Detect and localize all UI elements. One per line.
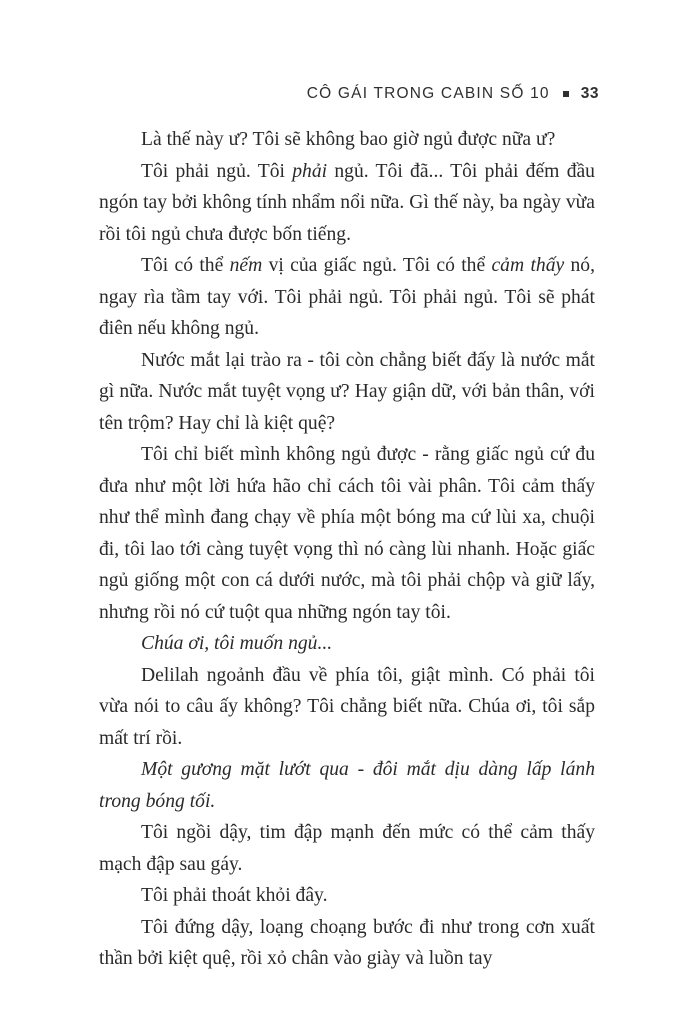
text-run: vị của giấc ngủ. Tôi có thể xyxy=(262,255,492,276)
text-run: Tôi ngồi dậy, tim đập mạnh đến mức có thể cảm thấy mạch đập sau gáy. xyxy=(99,822,595,875)
paragraph xyxy=(99,156,595,251)
text-run: Tôi phải ngủ. Tôi xyxy=(141,160,293,182)
paragraph xyxy=(99,817,595,880)
italic-run: nếm xyxy=(229,255,263,276)
running-header xyxy=(307,83,599,105)
paragraph xyxy=(99,124,595,156)
paragraph xyxy=(99,912,595,975)
text-run: Tôi chỉ biết mình không ngủ được - rằng giấc ngủ cứ đu đưa như một lời hứa hão chỉ cách tôi vài phân. Tôi cảm thấy như thể mình đang chạy về phía một bóng ma cứ lùi xa, chuội đi, tôi lao tới càng tuyệt vọng thì nó càng lùi nhanh. Hoặc giấc ngủ giống một con cá dưới nước, mà tôi phải chộp và giữ lấy, nhưng rồi nó cứ tuột qua những ngón tay tôi. xyxy=(99,444,595,623)
text-run: ngủ. Tôi đã... Tôi phải đếm đầu ngón tay bởi không tính nhẩm nổi nữa. Gì thế này, ba ngày vừa rồi tôi ngủ chưa được bốn tiếng. xyxy=(99,160,595,245)
text-run: Tôi phải thoát khỏi đây. xyxy=(141,885,328,906)
paragraph xyxy=(99,754,595,817)
book-title: CÔ GÁI TRONG CABIN SỐ 10 xyxy=(306,85,550,102)
italic-run: Một gương mặt lướt qua - đôi mắt dịu dàng lấp lánh trong bóng tối. xyxy=(99,759,595,812)
paragraph xyxy=(99,880,595,912)
italic-run: phải xyxy=(292,160,328,182)
italic-run: cảm thấy xyxy=(491,255,565,276)
text-run: Là thế này ư? Tôi sẽ không bao giờ ngủ được nữa ư? xyxy=(141,129,556,150)
italic-run: Chúa ơi, tôi muốn ngủ... xyxy=(141,633,333,654)
page-number: 33 xyxy=(580,85,599,102)
text-run: Tôi đứng dậy, loạng choạng bước đi như trong cơn xuất thần bởi kiệt quệ, rồi xỏ chân vào giày và luồn tay xyxy=(99,916,595,969)
text-run: Delilah ngoảnh đầu về phía tôi, giật mình. Có phải tôi vừa nói to câu ấy không? Tôi chẳng biết nữa. Chúa ơi, tôi sắp mất trí rồi. xyxy=(99,664,595,749)
paragraph xyxy=(99,660,595,755)
text-run: Tôi có thể xyxy=(141,255,230,276)
paragraph xyxy=(99,345,595,440)
body-text xyxy=(99,124,595,975)
square-bullet-icon xyxy=(563,91,569,97)
text-run: Nước mắt lại trào ra - tôi còn chẳng biết đấy là nước mắt gì nữa. Nước mắt tuyệt vọng ư? Hay giận dữ, với bản thân, với tên trộm? Hay chỉ là kiệt quệ? xyxy=(99,349,595,434)
paragraph xyxy=(99,628,595,660)
text-run: nó, ngay rìa tầm tay với. Tôi phải ngủ. Tôi phải ngủ. Tôi sẽ phát điên nếu không ngủ. xyxy=(99,255,596,339)
paragraph xyxy=(99,250,595,345)
paragraph xyxy=(99,439,595,628)
